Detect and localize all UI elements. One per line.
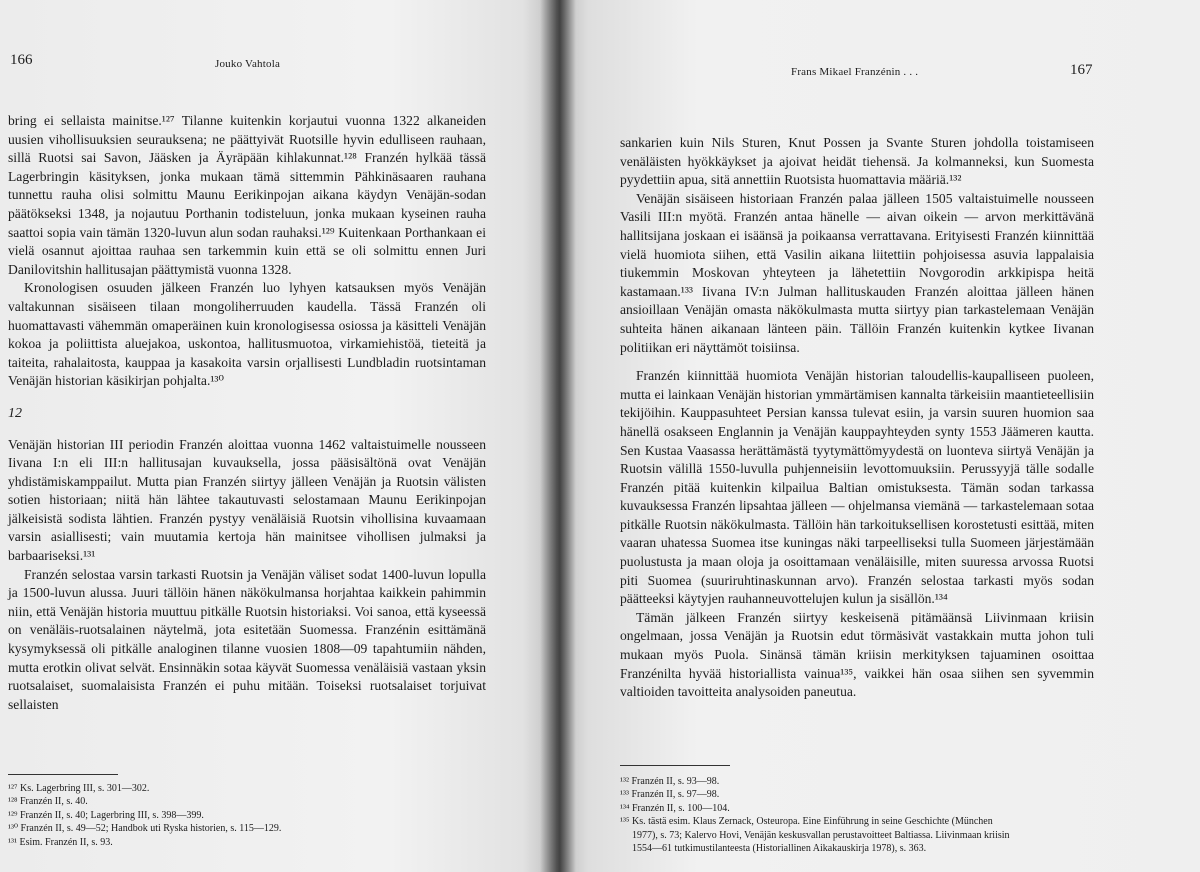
paragraph: Venäjän historian III periodin Franzén aloittaa vuonna 1462 valtaistuimelle nousseen Iivana I:n eli III:n hallitusajan kuvauksella, jossa pääsisältönä ovat Venäjän yhdistämiskamppailut. Mutta pian Franzén siirtyy jälleen Venäjän ja Ruotsin välisten sotien historiaan; niitä hän lähtee takautuvasti selostamaan Maunu Eerikinpojan jälkeisistä sodista lähtien. Franzén pystyy venäläisiä Ruotsin vihollisina kuvaamaan varsin asiallisesti; vain muutamia kertoja hän mainitsee vihollisen julmaksi ja barbaariseksi.¹³¹ [8,436,486,564]
footnote: ¹³³ Franzén II, s. 97—98. [620,789,720,801]
left-page [0,0,556,872]
footnote: ¹³⁴ Franzén II, s. 100—104. [620,802,730,814]
book-gutter [540,0,576,872]
footnote: ¹³² Franzén II, s. 93—98. [620,776,720,787]
footnote: ¹²⁸ Franzén II, s. 40. [8,796,88,808]
page-number: 166 [10,52,33,68]
paragraph: Tämän jälkeen Franzén siirtyy keskeisenä pitämäänsä Liivinmaan kriisin ongelmaan, jossa Venäjän ja Ruotsin edut törmäsivät vastakkain mutta johon tuli mukaan myös Puola. Sinänsä tämän kriisin merkityksen tajuaminen osoittaa Franzénilta hyvää historiallista vainua¹³⁵, vaikkei hän osaa siihen sen syvemmin valtioiden tavoitteita analysoiden paneutua. [620,609,1094,700]
paragraph: Franzén kiinnittää huomiota Venäjän historian taloudellis-kaupalliseen puoleen, mutta ei lainkaan Venäjän historian ymmärtämisen kannalta tärkeisiin maantieteellisiin tekijöihin. Kauppasuhteet Persian kanssa tulevat esiin, ja varsin suuren huomion saa hänellä osakseen Englannin ja Venäjän kauppayhteyden synty 1553 Jäämeren kautta. Sen Kustaa Vaasassa herättämästä tyytymättömyydestä on luonteva siirtyä Venäjän ja Ruotsin välillä 1550-luvulla puhjenneisiin levottomuuksiin. Perussyyjä tälle sodalle Franzén pitää kuitenkin kilpailua Baltian omistuksesta. Tämän sodan tarkassa kuvauksessa Franzén lipsahtaa jälleen — ohjelmansa viemänä — tarkastelemaan sotaa pitkälle Ruotsin näkökulmasta. Tällöin hän tarkoituksellisen korostetusti esittää, miten vaaran uhatessa Suomea itse kuningas näki tarpeelliseksi tulla Suomeen järjestämään puolustusta ja maan oloja ja osoittamaan venäläisille, miten suuressa arvossa Ruotsi piti Suomea (suuriruhtinaskunnan arvo). Franzén selostaa tarkasti myös sodan päätteeksi käytyjen rauhanneuvottelujen kulun ja sisällön.¹³⁴ [620,368,1094,607]
footnote: ¹²⁷ Ks. Lagerbring III, s. 301—302. [8,783,150,794]
paragraph: bring ei sellaista mainitse.¹²⁷ Tilanne kuitenkin korjautui vuonna 1322 alkaneiden uusien vihollisuuksien seurauksena; ne päättyivät Ruotsille hyvin edulliseen rauhaan, sillä Ruotsi sai Savon, Jääsken ja Äyräpään kihlakunnat.¹²⁸ Franzén hylkää tässä Lagerbringin käsityksen, jonka mukaan tämä sittemmin Pähkinäsaaren rauhana tunnettu rauha olisi solmittu Maunu Eerikinpojan aikana käydyn Venäjän-sodan päätökseksi 1348, ja nojautuu Porthanin todisteluun, jonka mukaan kyseinen rauha saattoi sopia vain tämän 1320-luvun alun sodan rauhaksi.¹²⁹ Kuitenkaan Porthankaan ei vielä osannut ajoittaa rauhaa sen tarkemmin kuin että se oli solmittu ennen Juri Danilovitshin hallitusajan päättymistä vuonna 1328. [8,113,486,277]
footnote: ¹³⁰ Franzén II, s. 49—52; Handbok uti Ryska historien, s. 115—129. [8,823,282,835]
footnote-continuation: 1977), s. 73; Kalervo Hovi, Venäjän keskusvallan perustavoitteet Baltiassa. Liivinmaan kriisin [632,829,1010,841]
footnote-rule [620,765,730,766]
footnote: ¹³⁵ Ks. tästä esim. Klaus Zernack, Osteuropa. Eine Einführung in seine Geschichte (München [620,816,993,828]
footnote: ¹²⁹ Franzén II, s. 40; Lagerbring III, s. 398—399. [8,809,204,821]
paragraph: sankarien kuin Nils Sturen, Knut Possen ja Svante Sturen johdolla toistamiseen venäläisten hyökkäykset ja ajoivat heidät tiehensä. Ja kolmanneksi, kun Suomesta pyydettiin apua, sitä annettiin Ruotsista huomattavia määriä.¹³² [620,135,1094,188]
page-number: 167 [1070,62,1093,78]
text-column [620,134,1094,702]
paragraph: Venäjän sisäiseen historiaan Franzén palaa jälleen 1505 valtaistuimelle nousseen Vasili III:n myötä. Franzén antaa hänelle — aivan oikein — arvon merkittävänä hallitsijana joskaan ei isäänsä ja poikaansa verrattavana. Erityisesti Franzén kiinnittää vielä huomiota siihen, että Vasilin aikana liitettiin pohjoisessa asuvia lappalaisia tiukemmin Moskovan yhteyteen ja lähetettiin Novgorodin arkkipispa heitä kastamaan.¹³³ Iivana IV:n Julman hallituskauden Franzén aloittaa jälleen hänen ansioillaan Venäjän omasta näkökulmasta mutta siirtyy pian tarkastelemaan Venäjän suhteita hänen aikanaan länteen päin. Tällöin Franzén kuitenkin kytkee Iivanan politiikan eri näyttämöt toisiinsa. [620,190,1094,355]
text-column [8,112,486,714]
running-head: Jouko Vahtola [215,58,281,70]
footnote: ¹³¹ Esim. Franzén II, s. 93. [8,836,113,848]
running-head: Frans Mikael Franzénin . . . [791,66,919,78]
footnotes [620,775,1100,855]
footnote-continuation: 1554—61 tutkimustilanteesta (Historiallinen Aikakauskirja 1978), s. 363. [632,843,927,855]
paragraph: Franzén selostaa varsin tarkasti Ruotsin ja Venäjän väliset sodat 1400-luvun lopulla ja 1500-luvun alussa. Juuri tällöin hänen näkökulmansa horjahtaa kaikkein pahimmin niin, että Venäjän historia muuttuu pitkälle Ruotsin historiaksi. Voi sanoa, että kyseessä on venäläis-ruotsalainen näytelmä, jota esitetään Suomessa. Franzénin esittämänä kysymyksessä oli pitkälle analoginen tilanne vuosien 1808—09 tapahtumiin nähden, mutta erotkin olivat selvät. Ensinnäkin sotaa käyvät Suomessa venäläisiä vastaan yksin ruotsalaiset, suomalaisista Franzén ei puhu mitään. Toiseksi ruotsalaiset torjuivat sellaisten [8,566,486,712]
paragraph: Kronologisen osuuden jälkeen Franzén luo lyhyen katsauksen myös Venäjän valtakunnan sisäiseen tilaan mongoliherruuden kaudella. Tässä Franzén oli huomattavasti vähemmän omaperäinen kuin kronologisessa osiossa ja käsitteli Venäjän kokoa ja poliittista aluejakoa, uskontoa, hallitusmuotoa, virkamiehistöä, tieteitä ja taiteita, rahalaitosta, kauppaa ja kasakoita varsin orjallisesti Lundbladin ruotsintaman Venäjän historian käsikirjan pohjalta.¹³⁰ [8,280,486,389]
footnotes [8,782,488,849]
footnote-rule [8,774,118,775]
right-page [556,0,1200,872]
section-number: 12 [8,405,22,421]
